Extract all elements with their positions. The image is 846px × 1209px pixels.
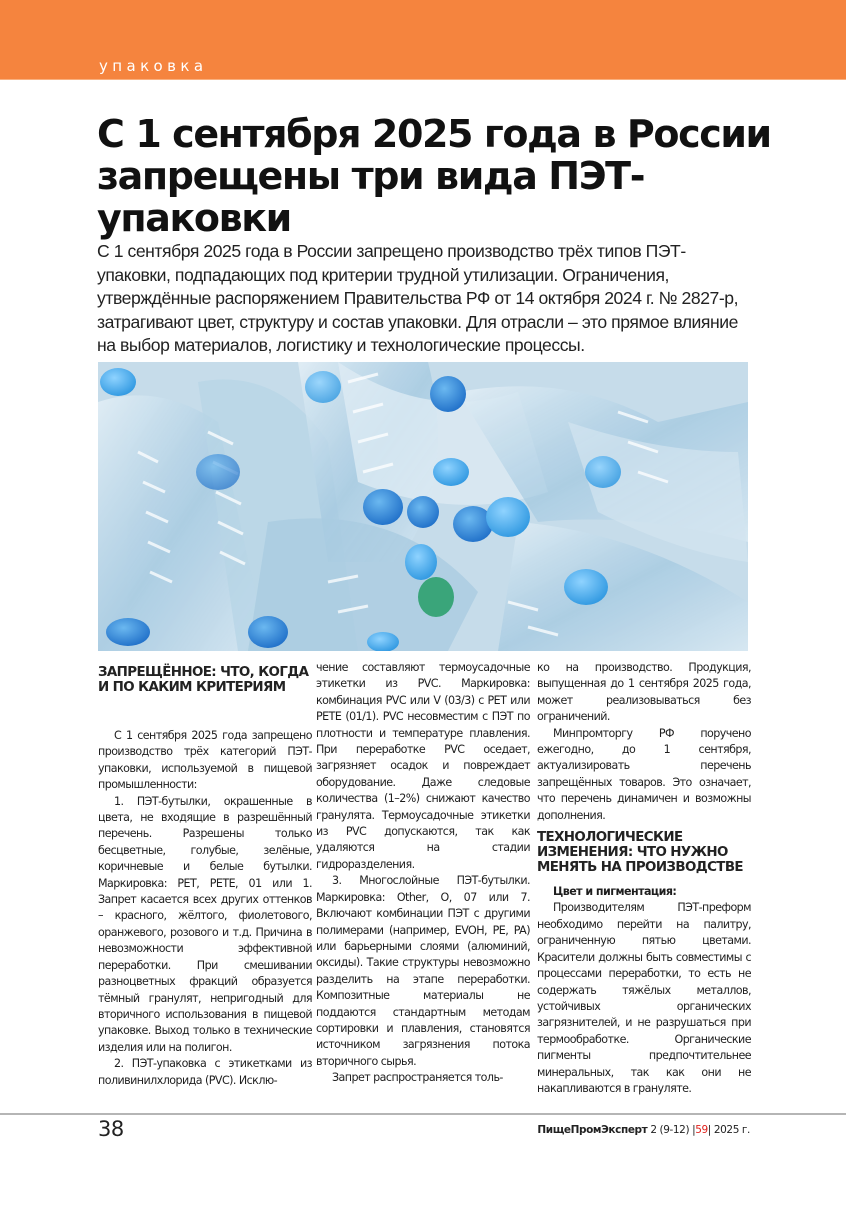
publication-name: ПищеПромЭксперт [537,1124,648,1136]
section-heading-prohibited: ЗАПРЕЩЁННОЕ: ЧТО, КОГДА И ПО КАКИМ КРИТЕРИЯМ [98,665,309,695]
paragraph: 2. ПЭТ-упаковка с этикетками из поливинилхлорида (PVC). Исклю- [98,1057,312,1087]
article-title: С 1 сентября 2025 года в России запрещены три вида ПЭТ-упаковки [97,112,771,240]
footer-divider [0,1113,846,1115]
text-column-2 [316,660,530,1087]
page-number: 38 [98,1117,124,1141]
paragraph-continued: ко на производство. Продукция, выпущенная до 1 сентября 2025 года, может реализовываться без ограничений. [537,661,751,724]
issue-number: 2 (9-12) | [650,1124,696,1136]
section-label: упаковка [99,57,208,75]
paragraph: Запрет распространяется толь- [332,1071,503,1085]
article-lead: С 1 сентября 2025 года в России запрещено производство трёх типов ПЭТ-упаковки, подпадающих под критерии трудной утилизации. Ограничения, утверждённые распоряжением Правительства РФ от 14 октября 2024 г. № 2827-р, затрагивают цвет, структуру и состав упаковки. Для отрасли – это прямое влияние на выбор материалов, логистику и технологические процессы. [97,241,739,356]
subheading-color-pigmentation: Цвет и пигментация: [553,885,677,899]
issue-year: | 2025 г. [707,1124,750,1136]
text-column-1 [98,660,312,1089]
plastic-bottles-illustration [98,362,748,651]
text-column-3 [537,660,751,1097]
section-heading-technology: ТЕХНОЛОГИЧЕСКИЕ ИЗМЕНЕНИЯ: ЧТО НУЖНО МЕНЯТЬ НА ПРОИЗВОДСТВЕ [537,830,743,876]
section-header-band [0,0,846,80]
footer-publication-info [537,1124,750,1136]
paragraph-continued: чение составляют термоусадочные этикетки из PVC. Маркировка: комбинация PVC или V (03/3) с PET или PETE (01/1). PVC несовместим с ПЭТ по плотности и температуре плавления. При переработке PVC оседает, загрязняет осадок и повреждает оборудование. Даже следовые количества (1–2%) снижают качество гранулята. Термоусадочные этикетки из PVC допускаются, так как удаляются на стадии гидроразделения. [316,661,530,871]
paragraph: Минпромторгу РФ поручено ежегодно, до 1 сентября, актуализировать перечень запрещённых товаров. Это означает, что перечень динамичен и возможны дополнения. [537,726,751,822]
paragraph: 3. Многослойные ПЭТ-бутылки. Маркировка: Other, O, 07 или 7. Включают комбинации ПЭТ с другими полимерами (например, EVOH, PE, PA) или барьерными слоями (алюминий, оксиды). Такие структуры невозможно разделить на этапе переработки. Композитные материалы не поддаются стандартным методам сортировки и плавления, становятся источником загрязнения потока вторичного сырья. [316,874,530,1068]
paragraph: Производителям ПЭТ-преформ необходимо перейти на палитру, ограниченную пятью цветами. Красители должны быть совместимы с процессами переработки, то есть не содержать тяжёлых металлов, устойчивых органических загрязнителей, и не разрушаться при термообработке. Органические пигменты предпочтительнее минеральных, так как они не накапливаются в грануляте. [537,901,751,1095]
article-photo [98,362,748,651]
issue-total-number: 59 [695,1124,708,1136]
paragraph: 1. ПЭТ-бутылки, окрашенные в цвета, не входящие в разрешённый перечень. Разрешены только бесцветные, голубые, зелёные, коричневые и белые бутылки. Маркировка: PET, PETE, 01 или 1. Запрет касается всех других оттенков – красного, жёлтого, фиолетового, оранжевого, розового и т.д. Причина в невозможности эффективной переработки. При смешивании разноцветных фракций образуется тёмный гранулят, непригодный для вторичного использования в пищевой упаковке. Выход только в технические изделия или на полигон. [98,794,312,1054]
paragraph: С 1 сентября 2025 года запрещено производство трёх категорий ПЭТ-упаковки, используемой в пищевой промышленности: [98,729,312,792]
